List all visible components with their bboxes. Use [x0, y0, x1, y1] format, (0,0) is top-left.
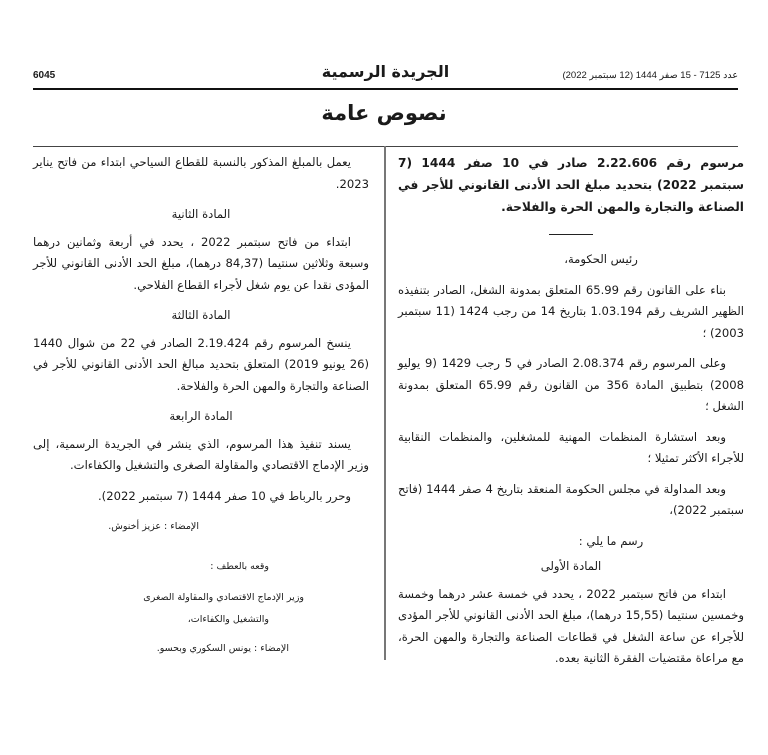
preamble-paragraph: بناء على القانون رقم 65.99 المتعلق بمدونة الشغل، الصادر بتنفيذه الظهير الشريف رقم 1.03.194 بتاريخ 14 من رجب 1424 (11 سبتمبر 2003) ؛ — [398, 282, 744, 340]
left-column — [33, 152, 369, 669]
title-separator — [549, 234, 593, 235]
page-header — [33, 62, 738, 84]
article-4-text: يسند تنفيذ هذا المرسوم، الذي ينشر في الجريدة الرسمية، إلى وزير الإدماج الاقتصادي والمقاولة الصغرى والتشغيل والكفاءات. — [33, 436, 369, 472]
right-column — [398, 152, 744, 679]
minister-signature: الإمضاء : يونس السكوري وبحسو. — [156, 643, 289, 654]
article-3-text: ينسخ المرسوم رقم 2.19.424 الصادر في 22 من شوال 1440 (26 يونيو 2019) المتعلق بتحديد مبالغ الحد الأدنى القانوني للأجر في الصناعة والتجارة والمهن الحرة والفلاحة. — [33, 335, 369, 393]
minister-title-line2: والتشغيل والكفاءات، — [187, 613, 269, 625]
section-title: نصوص عامة — [321, 101, 447, 125]
done-at: وحرر بالرباط في 10 صفر 1444 (7 سبتمبر 2022). — [98, 488, 351, 503]
column-divider — [384, 146, 386, 660]
preamble-paragraph: وبعد استشارة المنظمات المهنية للمشغلين، والمنظمات النقابية للأجراء الأكثر تمثيلا ؛ — [398, 429, 744, 465]
article-3-title: المادة الثالثة — [171, 308, 231, 322]
article-1-continued: يعمل بالمبلغ المذكور بالنسبة للقطاع السياحي ابتداء من فاتح يناير 2023. — [33, 155, 369, 191]
head-of-government: رئيس الحكومة، — [564, 252, 638, 266]
preamble-paragraph: وعلى المرسوم رقم 2.08.374 الصادر في 5 رجب 1429 (9 يوليو 2008) بتطبيق المادة 356 من القانون رقم 65.99 المتعلق بمدونة الشغل ؛ — [398, 356, 744, 413]
pm-signature: الإمضاء : عزيز أخنوش. — [108, 521, 199, 532]
article-4-title: المادة الرابعة — [169, 409, 233, 423]
gazette-title: الجريدة الرسمية — [321, 62, 450, 81]
article-1-title: المادة الأولى — [540, 559, 602, 573]
page-number: 6045 — [33, 70, 56, 81]
minister-title-line1: وزير الإدماج الاقتصادي والمقاولة الصغرى — [143, 592, 304, 603]
article-2-text: ابتداء من فاتح سبتمبر 2022 ، يحدد في أربعة وثمانين درهما وسبعة وثلاثين سنتيما (84,37 درهما)، مبلغ الحد الأدنى القانوني للأجر المؤدى نقدا عن يوم شغل لأجراء القطاع الفلاحي. — [33, 234, 369, 292]
article-2-title: المادة الثانية — [171, 207, 231, 221]
countersigned-label: وقعه بالعطف : — [210, 560, 269, 572]
article-1-text: ابتداء من فاتح سبتمبر 2022 ، يحدد في خمسة عشر درهما وخمسة وخمسين سنتيما (15,55 درهما)، مبلغ الحد الأدنى القانوني للأجر المؤدى للأجراء عن ساعة الشغل في قطاعات الصناعة والتجارة والمهن الحرة، مع مراعاة مقتضيات الفقرة الثانية بعده. — [398, 586, 744, 665]
decree-title: مرسوم رقم 2.22.606 صادر في 10 صفر 1444 (7 سبتمبر 2022) بتحديد مبلغ الحد الأدنى القانوني للأجر في الصناعة والتجارة والمهن الحرة والفلاحة. — [398, 156, 744, 214]
issue-info: عدد 7125 - 15 صفر 1444 (12 سبتمبر 2022) — [562, 70, 738, 81]
decrees-as-follows: رسم ما يلي : — [578, 533, 644, 548]
preamble-paragraph: وبعد المداولة في مجلس الحكومة المنعقد بتاريخ 4 صفر 1444 (فاتح سبتمبر 2022)، — [398, 481, 744, 517]
header-rule — [33, 88, 738, 90]
